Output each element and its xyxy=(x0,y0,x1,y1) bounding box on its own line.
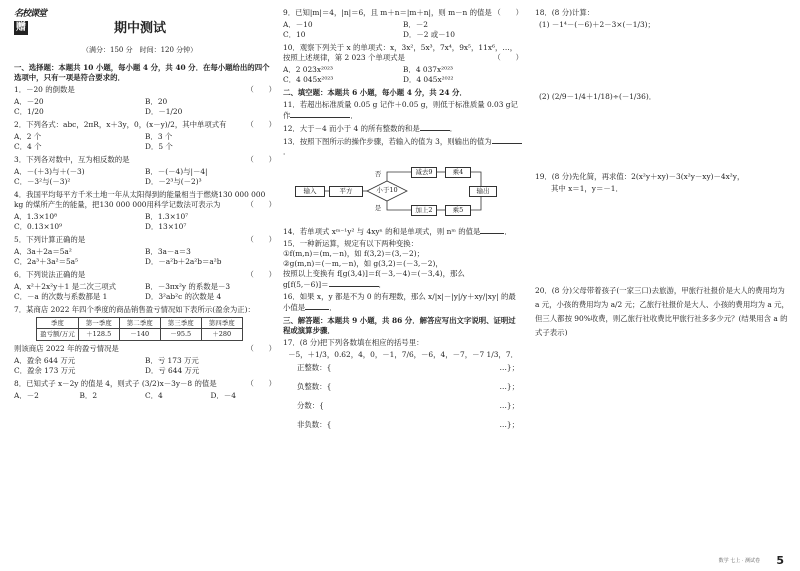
brand-logo xyxy=(14,8,48,34)
option: C．－a 的次数与系数都是 1 xyxy=(14,291,108,301)
option: B．3 个 xyxy=(145,131,173,141)
answer-paren: （ ） xyxy=(493,8,523,17)
table-header: 第二季度 xyxy=(119,317,160,329)
question-7: 7．某商店 2022 年四个季度的商品销售盈亏情况如下表所示(盈余为正)： xyxy=(14,304,255,314)
rule-line: 按照以上变换有 f[g(3,4)]＝f(－3,－4)＝(－3,4)，那么 xyxy=(283,268,465,278)
subtract-9-box: 减去9 xyxy=(411,167,437,178)
question-5 xyxy=(14,235,276,245)
option: C．0.13×10⁹ xyxy=(14,221,63,231)
flowchart xyxy=(283,159,523,223)
question-stem: 8．已知式子 x－2y 的值是 4，则式子 (3/2)x－3y－8 的值是 xyxy=(14,379,217,389)
option: C．盈余 173 万元 xyxy=(14,366,76,376)
option: C．1/20 xyxy=(14,106,44,116)
question-stem: 2．下列各式：abc，2πR，x＋3y，0，(x－y)/2，其中单项式有 xyxy=(14,119,227,129)
option: B．20 xyxy=(145,96,168,106)
option: D．亏 644 万元 xyxy=(145,366,200,376)
set-close: …}； xyxy=(499,400,519,410)
options xyxy=(14,167,276,187)
question-stem: 5．下列计算正确的是 xyxy=(14,234,86,244)
question-19-condition: 其中 x＝1，y＝－1． xyxy=(551,183,623,193)
rule-line: ②g(m,n)＝(－m,－n)，如 g(3,2)＝(－3,－2)， xyxy=(283,258,443,268)
option: D．－1/20 xyxy=(145,106,183,116)
square-box: 平方 xyxy=(329,186,363,197)
option: D．13×10⁷ xyxy=(145,221,187,231)
options xyxy=(14,247,276,267)
footer-mark: 数学 七上 · 测试卷 xyxy=(718,558,760,565)
number-list: －5，＋1/3，0.62，4，0，－1，7/6，－6，4，－7，－7 1/3，7． xyxy=(288,349,518,359)
section-heading: 一、选择题：本题共 10 小题，每小题 4 分，共 40 分．在每小题给出的四个选项中，只有一项是符合要求的． xyxy=(14,63,270,82)
question-19: 19．(8 分)先化简，再求值：2(x²y＋xy)－3(x²y－xy)－4x²y， xyxy=(535,171,745,181)
set-close: …}； xyxy=(499,362,519,372)
output-box: 输出 xyxy=(469,186,497,197)
question-17: 17．(8 分)把下列各数填在相应的括号里： xyxy=(283,337,424,347)
option: A．－10 xyxy=(283,19,313,29)
answer-blank[interactable] xyxy=(329,279,379,287)
middle-column xyxy=(283,8,523,439)
answer-blank[interactable] xyxy=(290,110,350,118)
set-label: 负整数：{ xyxy=(297,381,332,391)
rule-line: g[f(5,－6)]＝ xyxy=(283,279,329,289)
question-18-part-1: (1) －1⁴－(－6)＋2－3×(－1/3)； xyxy=(539,19,655,29)
option: C．10 xyxy=(283,29,306,39)
option: A．－20 xyxy=(14,96,44,106)
answer-space[interactable] xyxy=(535,32,790,92)
multiply-4-box: 乘4 xyxy=(445,167,471,178)
set-positive-integers[interactable] xyxy=(297,363,523,373)
right-column xyxy=(535,8,790,342)
options xyxy=(14,391,276,401)
add-2-box: 加上2 xyxy=(411,205,437,216)
question-3 xyxy=(14,155,276,165)
table-cell: ＋128.5 xyxy=(78,329,119,341)
question-15: 15．一种新运算，规定有以下两种变换： ①f(m,n)＝(m,－n)，如 f(3,2)＝(3,－2)； ②g(m,n)＝(－m,－n)，如 g(3,2)＝(－3,－2)， 按照以上变换有 f[g(3,4)]＝f(－3,－4)＝(－3,4)，那么 g[f(5,－6)]＝ ． xyxy=(283,239,523,290)
question-12: 12．大于－4 而小于 4 的所有整数的和是 ． xyxy=(283,123,458,133)
option: A．x²＋2x²y＋1 是二次三项式 xyxy=(14,281,117,291)
set-non-negative[interactable] xyxy=(297,420,523,430)
question-stem: 11．若超出标准质量 0.05 g 记作＋0.05 g，则低于标准质量 0.03 g记作 xyxy=(283,99,518,120)
option: C．4 个 xyxy=(14,141,42,151)
set-fractions[interactable] xyxy=(297,401,523,411)
input-box: 输入 xyxy=(295,186,325,197)
option: B．－(－4)与|－4| xyxy=(145,166,208,176)
answer-blank[interactable] xyxy=(492,136,522,144)
option: D．4 045x²⁰²² xyxy=(403,74,454,84)
option: D．－2 或－10 xyxy=(403,29,455,39)
question-7-prompt xyxy=(14,344,276,354)
answer-space[interactable] xyxy=(535,196,790,284)
question-14: 14．若单项式 xᵐ⁻¹y² 与 4xyⁿ 的和是单项式，则 nᵐ 的值是 ． xyxy=(283,226,512,236)
question-stem: 12．大于－4 而小于 4 的所有整数的和是 xyxy=(283,123,420,133)
answer-paren: （ ） xyxy=(246,344,276,354)
option: A．3a＋2a＝5a² xyxy=(14,246,72,256)
question-4 xyxy=(14,190,276,210)
table-cell: 盈亏额/万元 xyxy=(37,329,79,341)
set-close: …}； xyxy=(499,381,519,391)
option: B．－3πx²y 的系数是－3 xyxy=(145,281,231,291)
yes-label: 是 xyxy=(374,203,382,212)
no-label: 否 xyxy=(374,169,382,178)
option: B．3a－a＝3 xyxy=(145,246,191,256)
option: D．3²ab²c 的次数是 4 xyxy=(145,291,222,301)
option: B．亏 173 万元 xyxy=(145,356,199,366)
option: B．－2 xyxy=(403,19,428,29)
question-stem: 13．按照下图所示的操作步骤，若输入的值为 3，则输出的值为 xyxy=(283,136,492,146)
question-stem: 则该商店 2022 年的盈亏情况是 xyxy=(14,344,119,354)
option: C．4 045x²⁰²³ xyxy=(283,74,334,84)
set-label: 正整数：{ xyxy=(297,362,332,372)
question-stem: 15．一种新运算，规定有以下两种变换： xyxy=(283,238,419,248)
logo-badge: 赠 xyxy=(16,22,26,34)
test-header xyxy=(14,8,276,60)
page-number: 5 xyxy=(776,554,784,568)
question-16: 16．如果 x，y 都是不为 0 的有理数，那么 x/|x|－|y|/y＋xy/|xy| 的最小值是 ． xyxy=(283,291,516,312)
options xyxy=(14,356,276,376)
option: B．4 037x²⁰²³ xyxy=(403,64,453,74)
question-13: 13．按照下图所示的操作步骤，若输入的值为 3，则输出的值为． xyxy=(283,136,523,157)
question-stem: 1．－20 的倒数是 xyxy=(14,84,75,94)
set-close: …}； xyxy=(499,419,519,429)
question-6 xyxy=(14,270,276,280)
option: C．4 xyxy=(145,391,163,401)
question-1 xyxy=(14,85,276,95)
options xyxy=(283,20,523,40)
option: D．－a²b＋2a²b＝a²b xyxy=(145,256,222,266)
option: C．2a³＋3a²＝5a⁵ xyxy=(14,256,79,266)
question-8 xyxy=(14,379,276,389)
answer-paren: （ ） xyxy=(246,84,276,94)
section-heading: 二、填空题：本题共 6 小题，每小题 4 分，共 24 分． xyxy=(283,87,467,97)
answer-blank[interactable] xyxy=(305,302,329,310)
question-18: 18．(8 分)计算： xyxy=(535,8,595,17)
set-label: 非负数：{ xyxy=(297,419,332,429)
question-stem: 9．已知|m|＝4，|n|＝6，且 m＋n＝|m＋n|，则 m－n 的值是 xyxy=(283,8,492,17)
question-stem: 3．下列各对数中，互为相反数的是 xyxy=(14,154,130,164)
exam-info: （满分：150 分 时间：120 分钟） xyxy=(82,46,198,54)
answer-paren: （ ） xyxy=(246,379,276,389)
question-2 xyxy=(14,120,276,130)
set-label: 分数：{ xyxy=(297,400,324,410)
question-20: 20．(8 分)父母带着孩子(一家三口)去旅游，甲旅行社报价是大人的费用均为 a 元，小孩的费用均为 a/2 元；乙旅行社报价是大人、小孩的费用均为 a 元，但三人都按 90%收费，则乙旅行社收费比甲旅行社多多少元？(结果用含 a 的式子表示) xyxy=(535,285,789,338)
option: D．－4 xyxy=(210,391,236,401)
option: A．－2 xyxy=(14,391,39,401)
rule-line: ①f(m,n)＝(m,－n)，如 f(3,2)＝(3,－2)； xyxy=(283,248,424,258)
condition-label: 小于10 xyxy=(376,185,398,194)
option: A．盈余 644 万元 xyxy=(14,356,76,366)
question-stem: 10．观察下列关于 x 的单项式：x，3x²，5x³，7x⁴，9x⁵，11x⁶，…，按照上述规律，第 2 023 个单项式是 xyxy=(283,42,518,62)
page-title: 期中测试 xyxy=(114,21,167,36)
answer-paren: （ ） xyxy=(246,119,276,129)
answer-blank[interactable] xyxy=(480,226,504,234)
options xyxy=(14,282,276,302)
answer-blank[interactable] xyxy=(420,123,450,131)
options xyxy=(14,212,276,232)
answer-paren: （ ） xyxy=(246,234,276,244)
table-header: 第一季度 xyxy=(78,317,119,329)
logo-text: 名校课堂 xyxy=(14,9,47,19)
question-9 xyxy=(283,8,523,18)
answer-paren: （ ） xyxy=(246,154,276,164)
set-negative-integers[interactable] xyxy=(297,382,523,392)
option: B．2 xyxy=(79,391,98,401)
left-column xyxy=(14,8,276,404)
question-stem: 16．如果 x，y 都是不为 0 的有理数，那么 x/|x|－|y|/y＋xy/|xy| 的最小值是 xyxy=(283,291,516,312)
profit-table xyxy=(36,317,243,342)
options xyxy=(283,65,523,85)
option: A．2 023x²⁰²³ xyxy=(283,64,333,74)
options xyxy=(14,97,276,117)
answer-paren: （ ） xyxy=(246,199,276,209)
option: C．－3²与(－3)² xyxy=(14,176,71,186)
option: D．5 个 xyxy=(145,141,173,151)
table-cell: －95.5 xyxy=(160,329,201,341)
answer-paren: （ ） xyxy=(493,52,523,62)
table-header: 第四季度 xyxy=(201,317,242,329)
table-header: 季度 xyxy=(37,317,79,329)
option: A．2 个 xyxy=(14,131,42,141)
question-18-part-2: (2) (2/9－1/4＋1/18)÷(－1/36)． xyxy=(539,91,657,101)
options xyxy=(14,132,276,152)
table-cell: －140 xyxy=(119,329,160,341)
question-10 xyxy=(283,43,523,63)
question-stem: 14．若单项式 xᵐ⁻¹y² 与 4xyⁿ 的和是单项式，则 nᵐ 的值是 xyxy=(283,226,481,236)
multiply-5-box: 乘5 xyxy=(445,205,471,216)
question-stem: 6．下列说法正确的是 xyxy=(14,269,86,279)
section-heading: 三、解答题：本题共 9 小题，共 86 分．解答应写出文字说明、证明过程或演算步骤． xyxy=(283,315,516,335)
table-cell: ＋280 xyxy=(201,329,242,341)
answer-paren: （ ） xyxy=(246,269,276,279)
table-header: 第三季度 xyxy=(160,317,201,329)
option: B．1.3×10⁷ xyxy=(145,211,189,221)
question-stem: 4．我国平均每平方千米土地一年从太阳得到的能量相当于燃烧130 000 000 kg 的煤所产生的能量，把130 000 000用科学记数法可表示为 xyxy=(14,189,266,209)
option: A．－(＋3)与＋(－3) xyxy=(14,166,85,176)
answer-space[interactable] xyxy=(535,104,790,172)
option: D．－2³与(－2)³ xyxy=(145,176,202,186)
question-11: 11．若超出标准质量 0.05 g 记作＋0.05 g，则低于标准质量 0.03 g记作 ． xyxy=(283,99,518,120)
option: A．1.3×10⁸ xyxy=(14,211,58,221)
